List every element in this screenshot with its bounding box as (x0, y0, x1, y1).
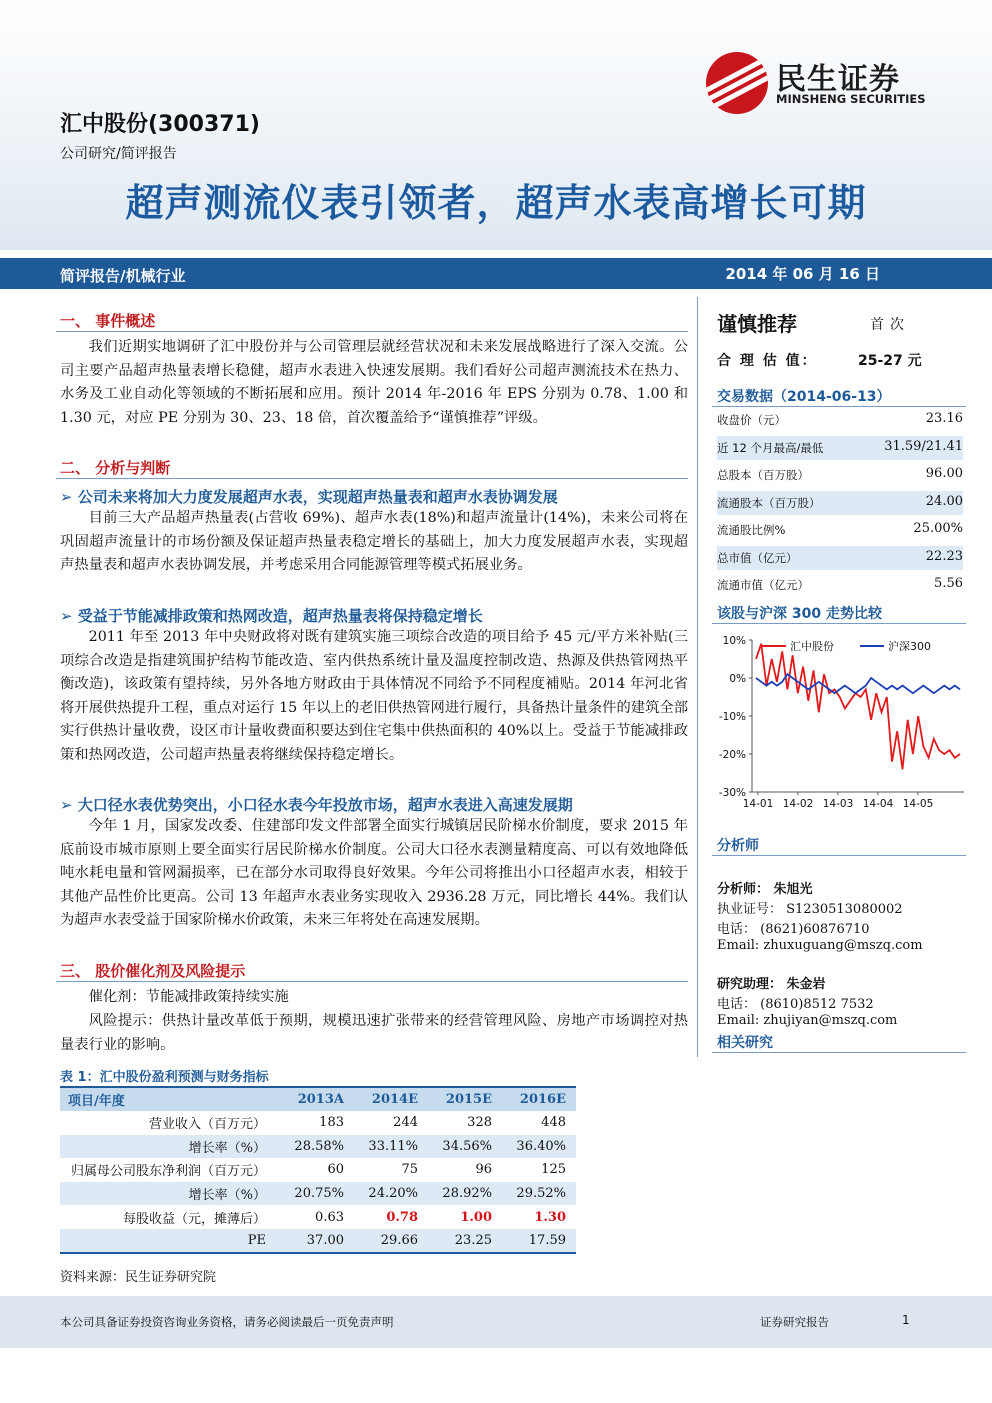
trade-data-value: 22.23 (925, 548, 963, 564)
table-cell: 28.92% (428, 1182, 502, 1206)
section-2-title: 二、 分析与判断 (60, 459, 171, 477)
related-research-title: 相关研究 (717, 1035, 773, 1051)
trade-data-key: 流通股本（百万股） (717, 495, 821, 510)
risk-paragraph: 风险提示：供热计量改革低于预期，规模迅速扩张带来的经营管理风险、房地产市场调控对热量表行业的影响。 (60, 1013, 688, 1053)
table-cell: 29.52% (502, 1182, 576, 1206)
section-3-rule (56, 981, 688, 982)
table-row (60, 1182, 576, 1206)
y-tick-label: 10% (722, 635, 746, 647)
x-tick-label: 14-05 (902, 798, 934, 810)
table-row-label: 增长率（%） (60, 1182, 280, 1206)
table-cell: 33.11% (354, 1135, 428, 1159)
series-line-0 (756, 644, 960, 769)
table-cell: 244 (393, 1115, 418, 1131)
y-tick-label: -20% (718, 749, 746, 761)
trade-data-row (717, 573, 963, 597)
section-2-subheading-2: ➢ 受益于节能减排政策和热网改造，超声热量表将保持稳定增长 (60, 607, 483, 625)
table-cell: 28.58% (280, 1135, 354, 1159)
report-title: 超声测流仪表引领者，超声水表高增长可期 (125, 181, 867, 225)
trade-data-key: 流通市值（亿元） (717, 578, 809, 592)
x-tick-label: 14-04 (862, 798, 894, 810)
table-row-label: PE (60, 1229, 280, 1253)
table-cell: 60 (327, 1162, 344, 1178)
trade-data-row (717, 491, 963, 515)
analyst-rule (712, 855, 966, 856)
report-type: 公司研究/简评报告 (60, 146, 177, 162)
trade-data-row (717, 463, 963, 487)
assistant-tel: 电话： (8610)8512 7532 (717, 997, 874, 1012)
analyst-tel: 电话： (8621)60876710 (717, 922, 870, 937)
y-tick-label: 0% (729, 673, 746, 685)
trade-data-rule (712, 406, 966, 407)
brand-name-cn: 民生证券 (776, 62, 900, 97)
trade-data-value: 24.00 (925, 493, 963, 509)
table-row (60, 1135, 576, 1159)
table-cell: 24.20% (354, 1182, 428, 1206)
section-2-paragraph-2: 2011 年至 2013 年中央财政将对既有建筑实施三项综合改造的项目给予 45 元/平方米补贴(三项综合改造是指建筑围护结构节能改造、室内供热系统计量及温度控制改造、热源及供热管网热平衡改造)，该政策有望持续，另外各地方财政由于具体情况不同给予不同程度補贴。2014 年河北省将开展供热提升工程，重点对运行 15 年以上的老旧供热管网进行履行，具备热计量条件的建筑全部实行供热计量收费，设区市计量收费面积要达到住宅集中供热面积的 40%以上。受益于节能减排政策和热网改造，公司超声热量表将继续保持稳定增长。 (60, 629, 688, 763)
table-cell: 36.40% (502, 1135, 576, 1159)
table-header-cell: 2015E (428, 1087, 502, 1111)
trade-data-key: 流通股比例% (717, 523, 786, 537)
y-tick-label: -10% (718, 711, 746, 723)
column-divider (697, 297, 698, 1057)
x-tick-label: 14-03 (822, 798, 854, 810)
table-header-cell: 2014E (354, 1087, 428, 1111)
stock-comparison-chart (712, 628, 970, 816)
trade-data-value: 96.00 (925, 466, 963, 481)
trade-data-value: 23.16 (925, 411, 963, 426)
trade-data-key: 收盘价（元） (717, 413, 786, 427)
table-cell: 34.56% (428, 1135, 502, 1159)
table-row-label: 营业收入（百万元） (148, 1117, 266, 1133)
table-cell: 328 (467, 1115, 492, 1131)
section-1-rule (56, 331, 688, 332)
table-cell: 37.00 (280, 1229, 354, 1253)
rating-note: 首次 (870, 317, 910, 333)
table-cell: 183 (319, 1115, 344, 1131)
table-row (60, 1205, 576, 1229)
footer-label: 证券研究报告 (760, 1315, 829, 1329)
trade-data-key: 总股本（百万股） (717, 468, 809, 482)
trade-data-row (717, 408, 963, 432)
table-header-cell: 2013A (280, 1087, 354, 1111)
financial-table (60, 1086, 576, 1254)
table-row-label: 每股收益（元，摊薄后） (122, 1211, 266, 1227)
table-row (60, 1111, 576, 1135)
table-header-cell: 2016E (502, 1087, 576, 1111)
section-3-title: 三、 股价催化剂及风险提示 (60, 962, 246, 980)
catalyst-paragraph: 催化剂：节能减排政策持续实施 (88, 989, 289, 1005)
analyst-cert: 执业证号： S1230513080002 (717, 902, 903, 917)
table-cell: 17.59 (502, 1229, 576, 1253)
band-category: 简评报告/机械行业 (60, 267, 186, 285)
table-row-label: 增长率（%） (60, 1135, 280, 1159)
trade-data-row (717, 436, 963, 460)
page-number: 1 (902, 1313, 910, 1327)
trade-data-key: 近 12 个月最高/最低 (717, 440, 824, 455)
table-cell-highlight: 1.30 (534, 1209, 566, 1225)
logo-emblem-icon (706, 52, 768, 114)
table-cell: 448 (541, 1115, 566, 1131)
section-2-subheading-1: ➢ 公司未来将加大力度发展超声水表，实现超声热量表和超声水表协调发展 (60, 488, 558, 506)
section-2-subheading-3: ➢ 大口径水表优势突出，小口径水表今年投放市场，超声水表进入高速发展期 (60, 796, 573, 814)
table-cell: 96 (475, 1162, 492, 1178)
trade-data-row (717, 546, 963, 570)
table-row (60, 1158, 576, 1182)
table-header-cell: 项目/年度 (60, 1087, 280, 1111)
related-rule (712, 1052, 966, 1053)
table-row-label: 归属母公司股东净利润（百万元） (70, 1164, 266, 1180)
legend-label: 沪深300 (888, 640, 931, 653)
table-cell: 0.63 (315, 1209, 344, 1225)
analyst-name: 分析师： 朱旭光 (717, 882, 813, 897)
table-cell: 23.25 (428, 1229, 502, 1253)
table-header-row (60, 1087, 576, 1111)
trade-data-value: 25.00% (913, 521, 963, 536)
report-date: 2014 年 06 月 16 日 (725, 265, 880, 283)
section-1-paragraph: 我们近期实地调研了汇中股份并与公司管理层就经营状况和未来发展战略进行了深入交流。公司主要产品超声热量表增长稳健，超声水表进入快速发展期。我们看好公司超声测流技术在热力、水务及工业自动化等领域的不断拓展和应用。预计 2014 年-2016 年 EPS 分别为 0.78、1.00 和 1.30 元，对应 PE 分别为 30、23、18 倍，首次覆盖给予“谨慎推荐”评级。 (60, 339, 688, 426)
table-source: 资料来源：民生证券研究院 (60, 1270, 217, 1285)
trade-data-value: 31.59/21.41 (884, 438, 963, 454)
legend-label: 汇中股份 (790, 640, 834, 653)
section-2-paragraph-1: 目前三大产品超声热量表(占营收 69%)、超声水表(18%)和超声流量计(14%)，未来公司将在巩固超声流量计的市场份额及保证超声热量表稳定增长的基础上，加大力度发展超声水表，实现超声热量表和超声水表协调发展，并考虑采用合同能源管理等模式拓展业务。 (60, 510, 688, 574)
assistant-name: 研究助理： 朱金岩 (717, 977, 826, 992)
valuation-value: 25-27 元 (858, 353, 922, 369)
table-cell: 29.66 (354, 1229, 428, 1253)
company-name: 汇中股份(300371) (60, 112, 260, 137)
valuation-label: 合 理 估 值： (717, 353, 818, 369)
analyst-email[interactable]: Email: zhuxuguang@mszq.com (717, 938, 923, 953)
table-title: 表 1：汇中股份盈利预测与财务指标 (60, 1070, 269, 1085)
trade-data-key: 总市值（亿元） (717, 550, 798, 565)
y-tick-label: -30% (718, 787, 746, 799)
rating: 谨慎推荐 (717, 312, 797, 336)
table-cell-highlight: 1.00 (460, 1209, 492, 1225)
x-tick-label: 14-01 (742, 798, 774, 810)
x-tick-label: 14-02 (782, 798, 814, 810)
chart-title: 该股与沪深 300 走势比较 (717, 606, 882, 622)
footer-disclaimer: 本公司具备证券投资咨询业务资格，请务必阅读最后一页免责声明 (60, 1315, 394, 1329)
analyst-section-title: 分析师 (717, 838, 759, 854)
trade-data-value: 5.56 (934, 576, 963, 591)
section-2-rule (56, 478, 688, 479)
brand-logo (706, 52, 946, 114)
brand-name-en: MINSHENG SECURITIES (776, 92, 926, 106)
table-cell-highlight: 0.78 (386, 1209, 418, 1225)
section-2-paragraph-3: 今年 1 月，国家发改委、住建部印发文件部署全面实行城镇居民阶梯水价制度，要求 2015 年底前设市城市原则上要全面实行居民阶梯水价制度。公司大口径水表测量精度高、可以有效地降低吨水耗电量和管网漏损率，已在部分水司取得良好效果。今年公司将推出小口径超声水表，相较于其他产品性价比更高。公司 13 年超声水表业务实现收入 2936.28 万元，同比增长 44%。我们认为超声水表受益于国家阶梯水价政策，未来三年将处在高速发展期。 (60, 818, 688, 929)
table-row (60, 1229, 576, 1253)
table-cell: 75 (401, 1162, 418, 1178)
trade-data-title: 交易数据（2014-06-13） (717, 389, 891, 405)
table-cell: 125 (541, 1162, 566, 1178)
trade-data-row (717, 518, 963, 542)
section-1-title: 一、 事件概述 (60, 312, 156, 330)
chart-rule (712, 623, 966, 624)
table-cell: 20.75% (280, 1182, 354, 1206)
assistant-email[interactable]: Email: zhujiyan@mszq.com (717, 1013, 898, 1028)
